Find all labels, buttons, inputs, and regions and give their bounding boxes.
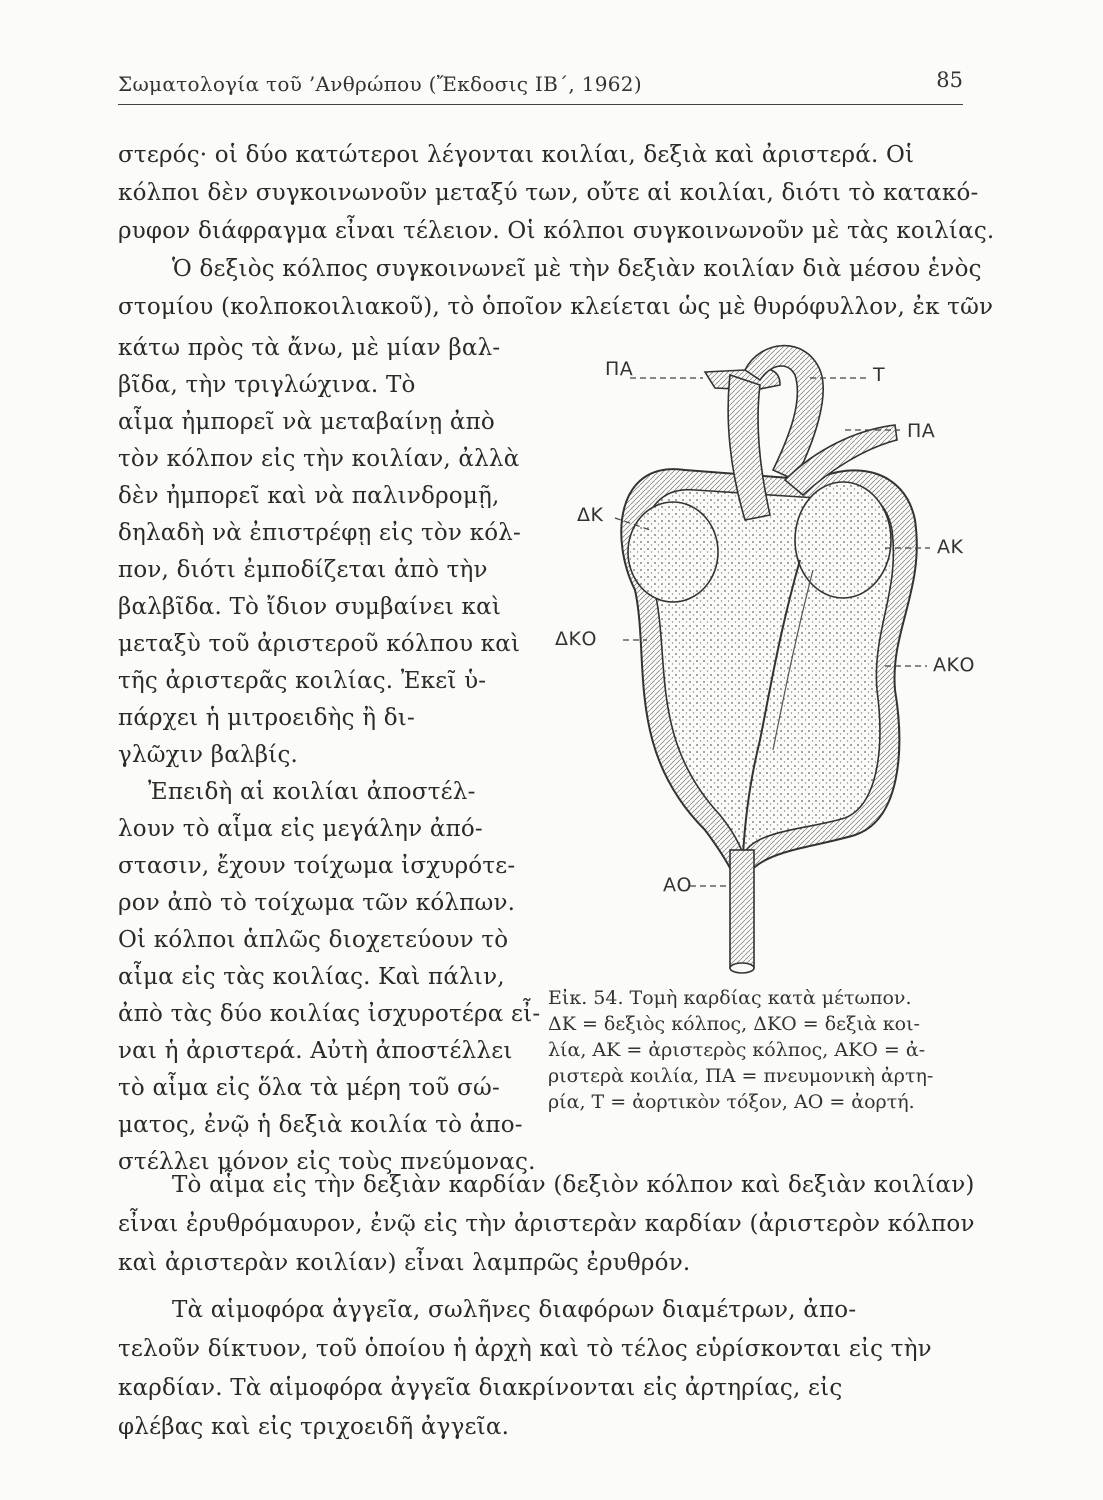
label-pa-right: ΠΑ: [907, 420, 936, 442]
body-line: καὶ ἀριστερὰν κοιλίαν) εἶναι λαμπρῶς ἐρυθρόν.: [118, 1250, 691, 1276]
body-line: Τὸ αἷμα εἰς τὴν δεξιὰν καρδίαν (δεξιὸν κόλπον καὶ δεξιὰν κοιλίαν): [172, 1172, 975, 1198]
body-line: ματος, ἐνῷ ἡ δεξιὰ κοιλία τὸ ἀπο-: [118, 1112, 523, 1138]
body-line: πον, διότι ἐμποδίζεται ἀπὸ τὴν: [118, 557, 488, 583]
body-line: Τὰ αἱμοφόρα ἀγγεῖα, σωλῆνες διαφόρων διαμέτρων, ἀπο-: [172, 1297, 857, 1323]
body-line: δηλαδὴ νὰ ἐπιστρέφῃ εἰς τὸν κόλ-: [118, 520, 521, 546]
label-dko: ΔΚΟ: [555, 628, 597, 650]
body-line: τὸν κόλπον εἰς τὴν κοιλίαν, ἀλλὰ: [118, 446, 520, 472]
body-line: στασιν, ἔχουν τοίχωμα ἰσχυρότε-: [118, 853, 516, 879]
caption-line: Εἰκ. 54. Τομὴ καρδίας κατὰ μέτωπον.: [548, 987, 912, 1009]
body-line: δὲν ἠμπορεῖ καὶ νὰ παλινδρομῇ,: [118, 483, 500, 509]
body-line: τὸ αἷμα εἰς ὅλα τὰ μέρη τοῦ σώ-: [118, 1075, 500, 1101]
body-line: ρυφον διάφραγμα εἶναι τέλειον. Οἱ κόλποι συγκοινωνοῦν μὲ τὰς κοιλίας.: [118, 218, 995, 244]
caption-line: λία, ΑΚ = ἀριστερὸς κόλπος, ΑΚΟ = ἀ-: [548, 1039, 926, 1061]
page-number: 85: [936, 68, 963, 92]
body-line: στομίου (κολποκοιλιακοῦ), τὸ ὁποῖον κλείεται ὡς μὲ θυρόφυλλον, ἐκ τῶν: [118, 294, 994, 320]
body-line: μεταξὺ τοῦ ἀριστεροῦ κόλπου καὶ: [118, 631, 521, 657]
running-header: [118, 66, 963, 102]
body-line: κάτω πρὸς τὰ ἄνω, μὲ μίαν βαλ-: [118, 335, 501, 361]
body-line: Οἱ κόλποι ἁπλῶς διοχετεύουν τὸ: [118, 927, 509, 953]
body-line: βαλβῖδα. Τὸ ἴδιον συμβαίνει καὶ: [118, 594, 502, 620]
body-line: τῆς ἀριστερᾶς κοιλίας. Ἐκεῖ ὑ-: [118, 668, 487, 694]
body-line: ἀπὸ τὰς δύο κοιλίας ἰσχυροτέρα εἶ-: [118, 1001, 541, 1027]
header-title: Σωματολογία τοῦ ’Ανθρώπου (Ἔκδοσις ΙΒ΄, 1962): [118, 72, 642, 96]
body-line: στερός· οἱ δύο κατώτεροι λέγονται κοιλίαι, δεξιὰ καὶ ἀριστερά. Οἱ: [118, 142, 915, 168]
body-line: αἷμα ἠμπορεῖ νὰ μεταβαίνῃ ἀπὸ: [118, 409, 495, 435]
body-line: αἷμα εἰς τὰς κοιλίας. Καὶ πάλιν,: [118, 964, 505, 990]
label-ak: ΑΚ: [937, 536, 964, 558]
body-line: εἶναι ἐρυθρόμαυρον, ἐνῷ εἰς τὴν ἀριστερὰν καρδίαν (ἀριστερὸν κόλπον: [118, 1211, 975, 1237]
body-line: πάρχει ἡ μιτροειδὴς ἢ δι-: [118, 705, 415, 731]
body-line: ρον ἀπὸ τὸ τοίχωμα τῶν κόλπων.: [118, 890, 516, 916]
body-line: Ὁ δεξιὸς κόλπος συγκοινωνεῖ μὲ τὴν δεξιὰν κοιλίαν διὰ μέσου ἑνὸς: [172, 256, 982, 282]
body-line: κόλποι δὲν συγκοινωνοῦν μεταξύ των, οὔτε αἱ κοιλίαι, διότι τὸ κατακό-: [118, 180, 979, 206]
label-pa-left: ΠΑ: [605, 358, 634, 380]
body-line: καρδίαν. Τὰ αἱμοφόρα ἀγγεῖα διακρίνονται εἰς ἀρτηρίας, εἰς: [118, 1375, 843, 1401]
body-line: γλῶχιν βαλβίς.: [118, 742, 299, 768]
caption-line: ρία, Τ = ἀορτικὸν τόξον, ΑΟ = ἀορτή.: [548, 1091, 915, 1113]
body-line: λουν τὸ αἷμα εἰς μεγάλην ἀπό-: [118, 816, 483, 842]
label-t: Τ: [873, 364, 886, 386]
heart-figure: [555, 330, 1000, 980]
header-rule: [118, 104, 963, 105]
body-line: Ἐπειδὴ αἱ κοιλίαι ἀποστέλ-: [148, 779, 476, 805]
body-line: τελοῦν δίκτυον, τοῦ ὁποίου ἡ ἀρχὴ καὶ τὸ τέλος εὑρίσκονται εἰς τὴν: [118, 1336, 932, 1362]
body-line: βῖδα, τὴν τριγλώχινα. Τὸ: [118, 372, 416, 398]
label-ako: ΑΚΟ: [933, 654, 975, 676]
caption-line: ΔΚ = δεξιὸς κόλπος, ΔΚΟ = δεξιὰ κοι-: [548, 1013, 920, 1035]
label-ao: ΑΟ: [663, 874, 692, 896]
body-line: στέλλει μόνον εἰς τοὺς πνεύμονας.: [118, 1149, 536, 1175]
body-line: ναι ἡ ἀριστερά. Αὐτὴ ἀποστέλλει: [118, 1038, 513, 1064]
caption-line: ριστερὰ κοιλία, ΠΑ = πνευμονικὴ ἀρτη-: [548, 1065, 934, 1087]
body-line: φλέβας καὶ εἰς τριχοειδῆ ἀγγεῖα.: [118, 1414, 510, 1440]
label-dk: ΔΚ: [577, 504, 604, 526]
